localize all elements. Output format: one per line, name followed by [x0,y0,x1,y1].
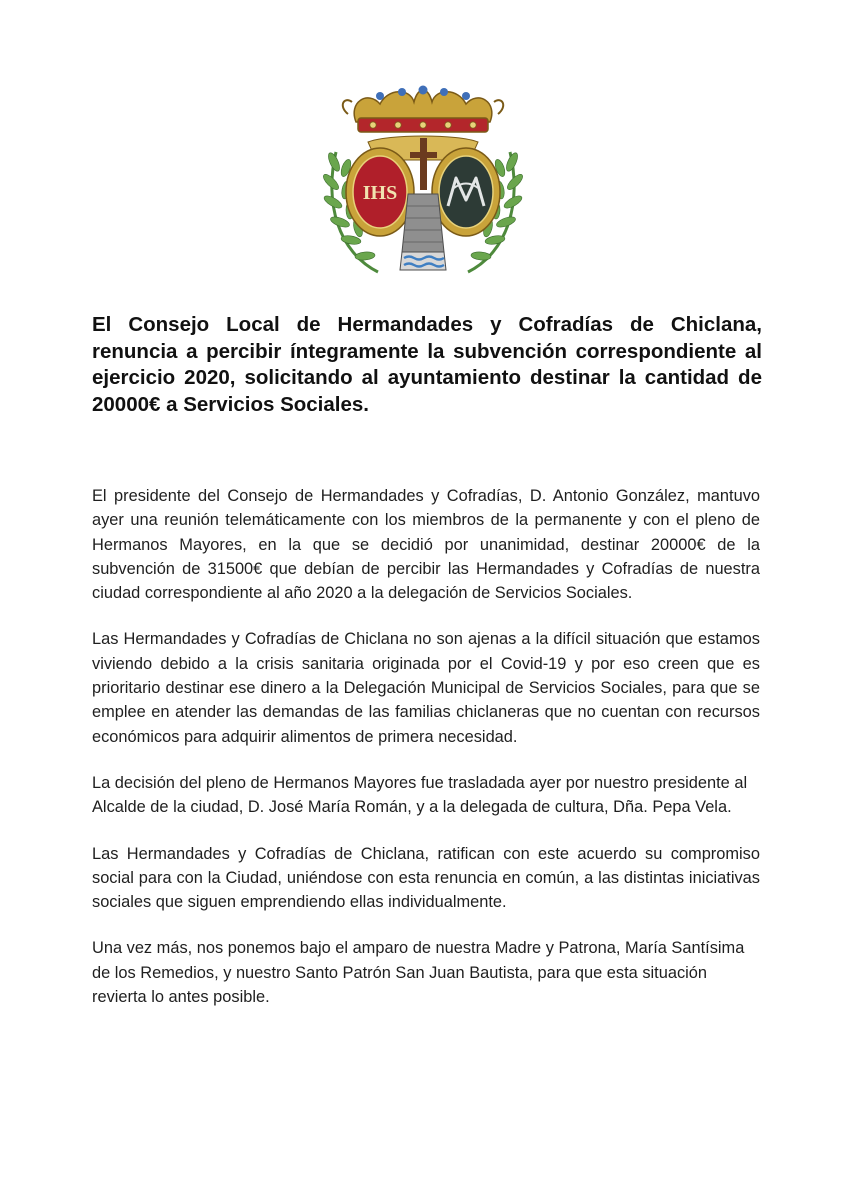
ihs-monogram: IHS [362,182,398,204]
body-text [92,484,760,1031]
ihs-medallion [346,148,414,236]
crown-icon [343,86,503,133]
tower-icon [400,194,446,270]
paragraph-4: Las Hermandades y Cofradías de Chiclana, ratifican con este acuerdo su compromiso social para con la Ciudad, uniéndose con esta renuncia en común, a las distintas iniciativas sociales que siguen emprendiendo ellas individualmente. [92,844,760,912]
paragraph-3: La decisión del pleno de Hermanos Mayores fue trasladada ayer por nuestro presidente al Alcalde de la ciudad, D. José María Román, y a la delegada de cultura, Dña. Pepa Vela. [92,773,748,817]
paragraph-2: Las Hermandades y Cofradías de Chiclana no son ajenas a la difícil situación que estamos viviendo debido a la crisis sanitaria originada por el Covid-19 y por eso creen que es prioritario destinar ese dinero a la Delegación Municipal de Servicios Sociales, para que se emplee en atender las demandas de las familias chiclaneras que no cuentan con recursos económicos para adquirir alimentos de primera necesidad. [92,630,760,746]
paragraph-5: Una vez más, nos ponemos bajo el amparo de nuestra Madre y Patrona, María Santísima de los Remedios, y nuestro Santo Patrón San Juan Bautista, para que esta situación revierta lo antes posible. [92,939,745,1007]
headline: El Consejo Local de Hermandades y Cofradías de Chiclana, renuncia a percibir íntegramente la subvención correspondiente al ejercicio 2020, solicitando al ayuntamiento destinar la cantidad de 20000€ a Servicios Sociales. [92,313,762,416]
marian-monogram-medallion [432,148,500,236]
paragraph-1: El presidente del Consejo de Hermandades y Cofradías, D. Antonio González, mantuvo ayer una reunión telemáticamente con los miembros de la permanente y con el pleno de Hermanos Mayores, en la que se decidió por unanimidad, destinar 20000€ de la subvención de 31500€ que debían de percibir las Hermandades y Cofradías de nuestra ciudad correspondiente al año 2020 a la delegación de Servicios Sociales. [92,487,760,603]
coat-of-arms-icon [318,82,528,282]
